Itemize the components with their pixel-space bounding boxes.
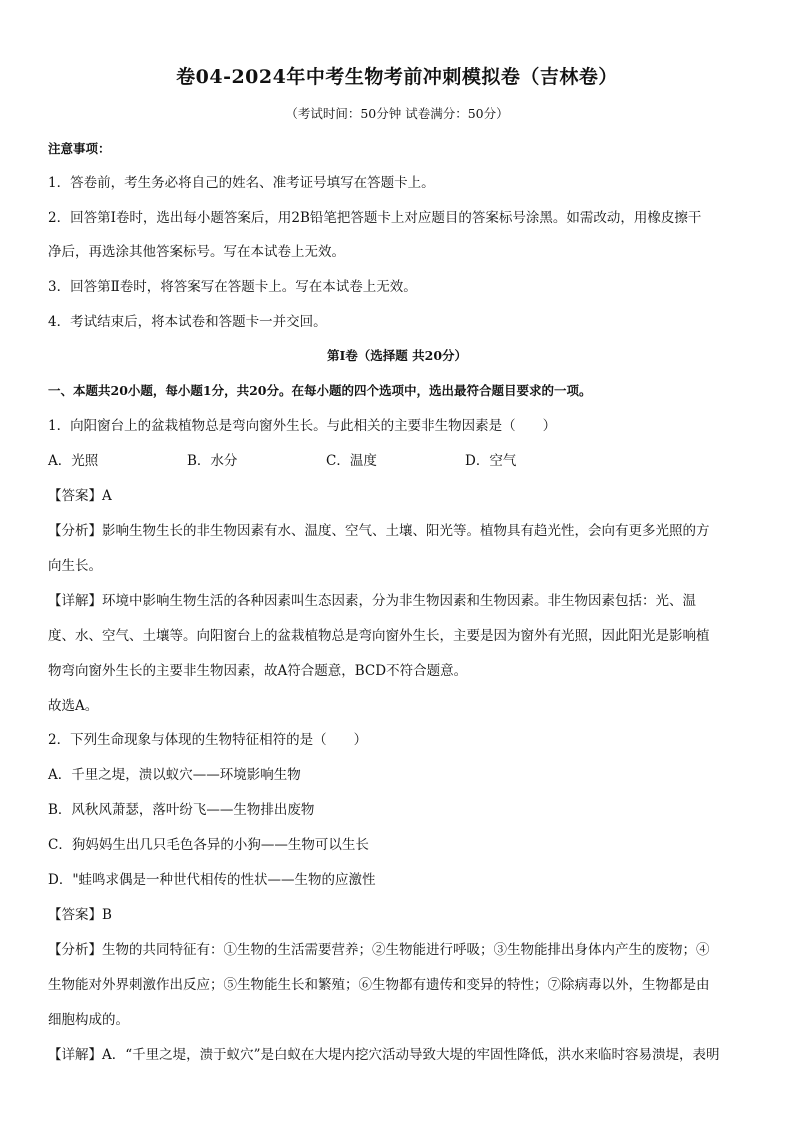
- question-1-conclusion: 故选A。: [48, 698, 99, 714]
- question-1-analysis: 【分析】影响生物生长的非生物因素有水、温度、空气、土壤、阳光等。植物具有趋光性，会向有更多光照的方: [48, 523, 710, 539]
- question-1-detail: 【详解】环境中影响生物生活的各种因素叫生态因素，分为非生物因素和生物因素。非生物因素包括：光、温: [48, 593, 696, 609]
- question-2-analysis: 【分析】生物的共同特征有：①生物的生活需要营养；②生物能进行呼吸；③生物能排出身体内产生的废物；④: [48, 942, 710, 958]
- question-2-analysis: 细胞构成的。: [48, 1012, 129, 1028]
- option-a: A．千里之堤，溃以蚁穴——环境影响生物: [48, 767, 301, 783]
- option-d: D．"蛙鸣求偶是一种世代相传的性状——生物的应激性: [48, 872, 376, 888]
- question-2-detail: 【详解】A．“千里之堤，溃于蚁穴”是白蚁在大堤内挖穴活动导致大堤的牢固性降低，洪水来临时容易溃堤，表明: [48, 1047, 720, 1063]
- question-1-stem: 1．向阳窗台上的盆栽植物总是弯向窗外生长。与此相关的主要非生物因素是（ ）: [48, 418, 557, 434]
- notice-item: 3．回答第Ⅱ卷时，将答案写在答题卡上。写在本试卷上无效。: [48, 279, 417, 295]
- option-b: B．风秋风萧瑟，落叶纷飞——生物排出废物: [48, 802, 315, 818]
- option-a: A．光照: [48, 453, 99, 469]
- question-1-answer: 【答案】A: [48, 488, 112, 504]
- question-1-detail: 度、水、空气、土壤等。向阳窗台上的盆栽植物总是弯向窗外生长，主要是因为窗外有光照，因此阳光是影响植: [48, 628, 710, 644]
- notice-item: 1．答卷前，考生务必将自己的姓名、准考证号填写在答题卡上。: [48, 175, 435, 191]
- exam-info: （考试时间：50分钟 试卷满分：50分）: [285, 106, 509, 121]
- section-instruction: 一、本题共20小题，每小题1分，共20分。在每小题的四个选项中，选出最符合题目要求的一项。: [48, 383, 592, 398]
- notice-item: 4．考试结束后，将本试卷和答题卡一并交回。: [48, 314, 327, 330]
- question-1-options: [48, 452, 604, 470]
- question-2-answer: 【答案】B: [48, 907, 112, 923]
- notice-heading: 注意事项：: [48, 141, 111, 156]
- notice-item: 净后，再选涂其他答案标号。写在本试卷上无效。: [48, 244, 345, 260]
- question-2-analysis: 生物能对外界刺激作出反应；⑤生物能生长和繁殖；⑥生物都有遗传和变异的特性；⑦除病毒以外，生物都是由: [48, 977, 710, 993]
- option-d: D．空气: [465, 453, 517, 469]
- notice-item: 2．回答第Ⅰ卷时，选出每小题答案后，用2B铅笔把答题卡上对应题目的答案标号涂黑。如需改动，用橡皮擦干: [48, 210, 702, 226]
- section-title: 第Ⅰ卷（选择题 共20分）: [326, 348, 468, 363]
- question-2-stem: 2．下列生命现象与体现的生物特征相符的是（ ）: [48, 732, 368, 748]
- option-c: C．狗妈妈生出几只毛色各异的小狗——生物可以生长: [48, 837, 369, 853]
- option-b: B．水分: [187, 453, 238, 469]
- question-1-detail: 物弯向窗外生长的主要非生物因素，故A符合题意，BCD不符合题意。: [48, 663, 468, 679]
- page-title: 卷04-2024年中考生物考前冲刺模拟卷（吉林卷）: [176, 66, 618, 88]
- question-1-analysis: 向生长。: [48, 558, 102, 574]
- option-c: C．温度: [326, 453, 377, 469]
